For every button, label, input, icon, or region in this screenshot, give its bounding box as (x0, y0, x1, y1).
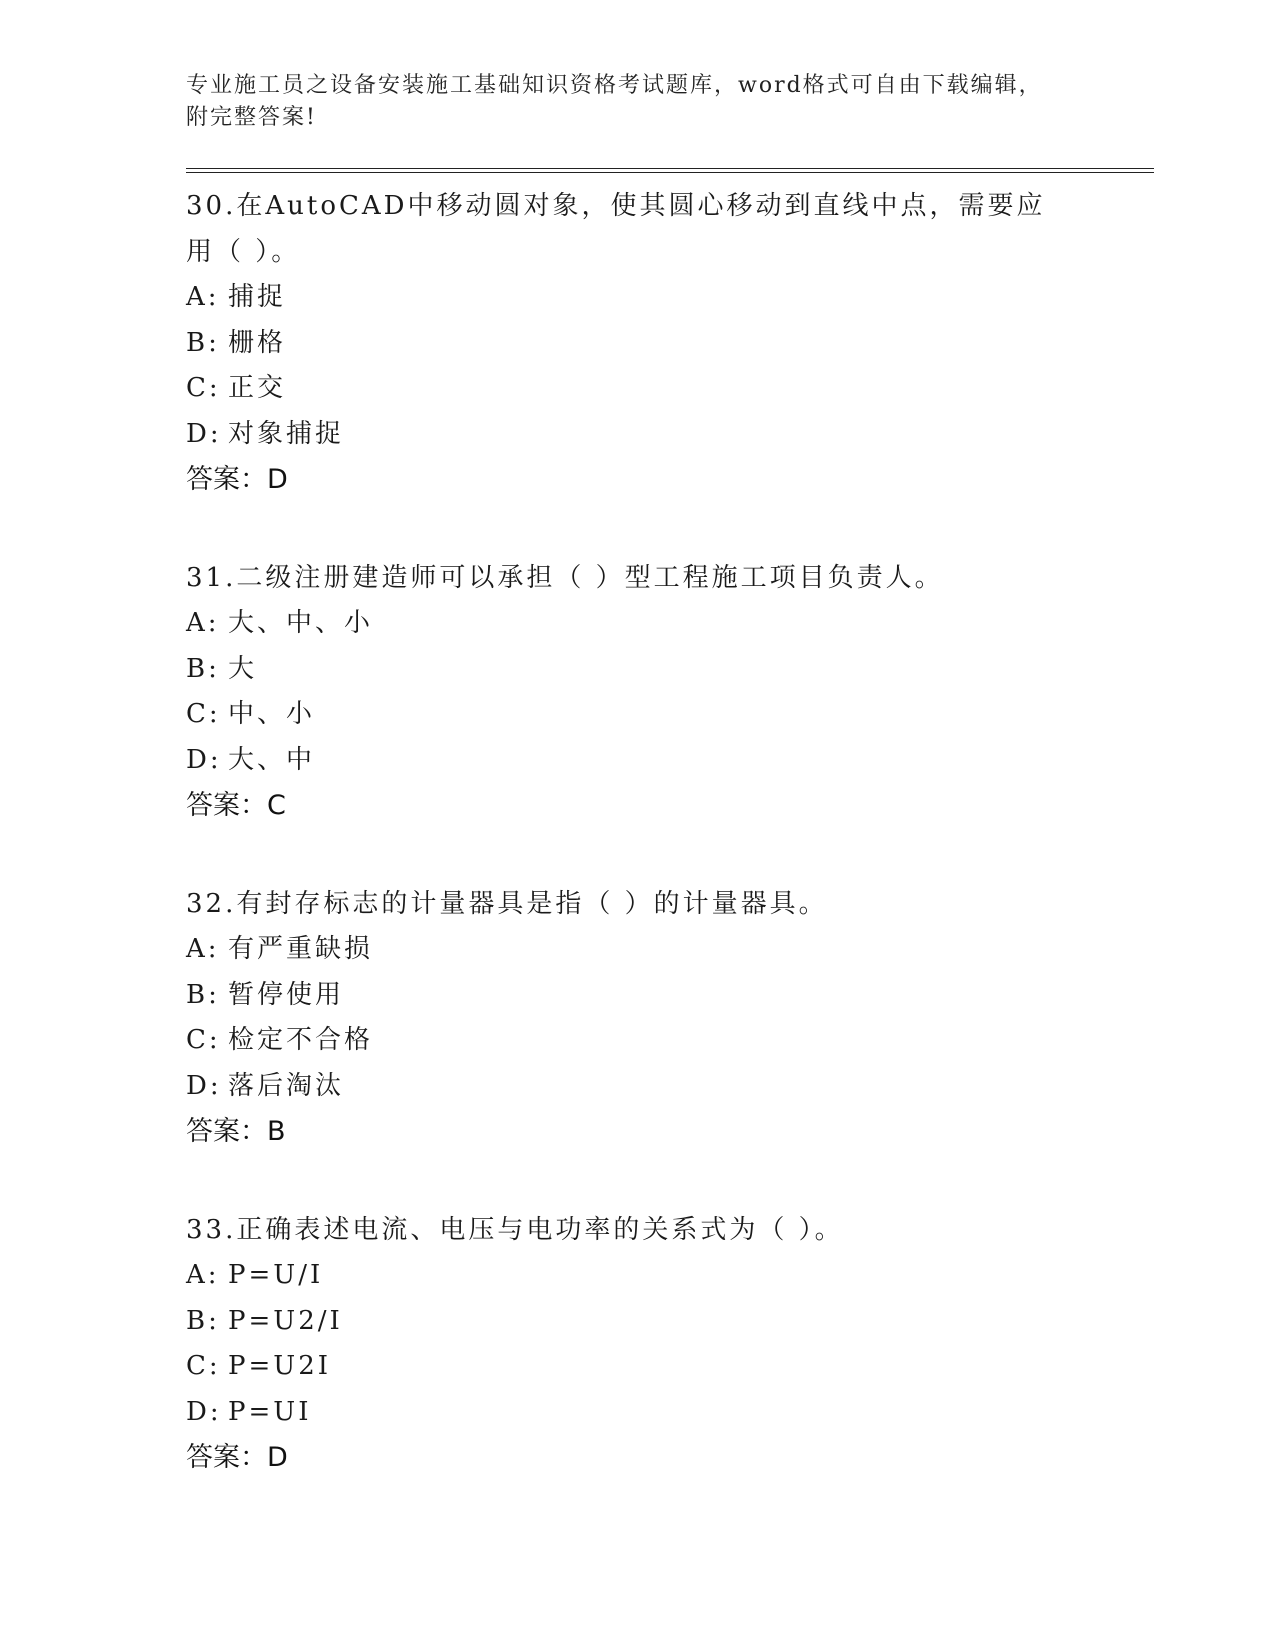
option-c (186, 692, 1156, 738)
header-divider-top (186, 168, 1154, 169)
option-text: 捕捉 (228, 282, 287, 312)
option-letter: C: (186, 373, 221, 403)
option-letter: B: (186, 979, 220, 1010)
option-text: 中、小 (228, 699, 316, 729)
option-c (186, 1344, 1156, 1390)
option-letter: B: (186, 653, 220, 684)
question-32 (186, 881, 1156, 1155)
option-letter: A: (186, 282, 220, 312)
answer-line: 答案：D (186, 464, 288, 495)
option-letter: D: (186, 744, 222, 775)
question-33 (186, 1207, 1156, 1481)
option-text: P=U2/I (228, 1305, 343, 1336)
option-letter: A: (186, 934, 220, 964)
header-divider-bottom (186, 172, 1154, 173)
option-b (186, 973, 1156, 1019)
option-text: 暂停使用 (228, 979, 345, 1010)
option-letter: B: (186, 1305, 220, 1336)
option-text: P=UI (228, 1396, 312, 1427)
question-stem: 32.有封存标志的计量器具是指（ ）的计量器具。 (186, 889, 828, 919)
question-30 (186, 183, 1156, 503)
option-d (186, 1390, 1156, 1436)
option-d (186, 412, 1156, 458)
option-text: 检定不合格 (228, 1025, 374, 1055)
question-stem: 30.在AutoCAD中移动圆对象，使其圆心移动到直线中点，需要应用（ ）。 (186, 191, 1046, 267)
header-line-2: 附完整答案! (186, 105, 317, 130)
option-d (186, 738, 1156, 784)
option-letter: C: (186, 699, 221, 729)
option-letter: D: (186, 1070, 222, 1101)
document-body (186, 70, 1156, 1533)
option-text: P=U/I (228, 1260, 324, 1290)
document-header (186, 70, 1156, 134)
option-text: 大、中、小 (228, 608, 374, 638)
option-letter: B: (186, 327, 220, 358)
option-b (186, 321, 1156, 367)
option-text: 落后淘汰 (228, 1070, 345, 1101)
header-line-1: 专业施工员之设备安装施工基础知识资格考试题库，word格式可自由下载编辑， (186, 73, 1043, 98)
option-letter: C: (186, 1351, 221, 1381)
question-list (186, 183, 1156, 1481)
option-letter: D: (186, 418, 222, 449)
option-text: 栅格 (228, 327, 287, 358)
option-c (186, 1018, 1156, 1064)
option-c (186, 366, 1156, 412)
option-letter: D: (186, 1396, 222, 1427)
question-stem: 31.二级注册建造师可以承担（ ）型工程施工项目负责人。 (186, 563, 944, 593)
option-text: 正交 (228, 373, 287, 403)
option-text: 对象捕捉 (228, 418, 345, 449)
question-31 (186, 555, 1156, 829)
answer-line: 答案：D (186, 1442, 288, 1473)
option-b (186, 647, 1156, 693)
option-letter: C: (186, 1025, 221, 1055)
option-a (186, 275, 1156, 321)
option-letter: A: (186, 1260, 220, 1290)
option-a (186, 601, 1156, 647)
option-text: 大、中 (228, 744, 316, 775)
option-text: 大 (228, 653, 258, 684)
option-a (186, 927, 1156, 973)
option-text: P=U2I (228, 1351, 332, 1381)
answer-line: 答案：B (186, 1116, 286, 1147)
option-letter: A: (186, 608, 220, 638)
question-stem: 33.正确表述电流、电压与电功率的关系式为（ ）。 (186, 1215, 844, 1245)
option-b (186, 1299, 1156, 1345)
answer-line: 答案：C (186, 790, 286, 821)
option-text: 有严重缺损 (228, 934, 374, 964)
option-a (186, 1253, 1156, 1299)
option-d (186, 1064, 1156, 1110)
